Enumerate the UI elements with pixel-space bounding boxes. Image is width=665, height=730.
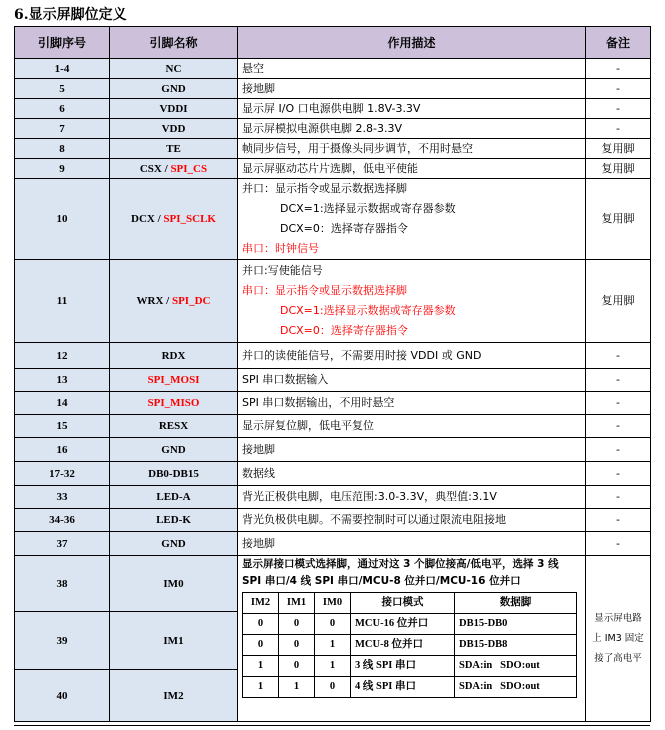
desc-line: DCX=1:选择显示数据或寄存器参数 (280, 304, 456, 317)
table-row (15, 486, 651, 509)
table-row (15, 415, 651, 438)
bottom-rule (14, 725, 650, 726)
pin-name-parallel: WRX (136, 295, 164, 307)
pin-name: SPI_MISO (110, 392, 238, 415)
im-cell: MCU-8 位并口 (351, 635, 455, 656)
pin-definition-table (14, 26, 651, 722)
im-cell: 1 (243, 656, 279, 677)
im-cell: 1 (315, 635, 351, 656)
im-mode-table (242, 592, 577, 698)
pin-number: 40 (15, 670, 110, 722)
desc-line: 并口:写使能信号 (242, 264, 323, 277)
table-row (15, 59, 651, 79)
im-cell: 0 (279, 635, 315, 656)
pin-number: 17-32 (15, 462, 110, 486)
desc-line: DCX=1:选择显示数据或寄存器参数 (280, 202, 456, 215)
im-cell: MCU-16 位并口 (351, 614, 455, 635)
pin-number: 13 (15, 369, 110, 392)
im-cell: SDA:in SDO:out (455, 656, 577, 677)
desc-line: 串口：时钟信号 (242, 242, 319, 255)
table-row (15, 343, 651, 369)
pin-name (110, 260, 238, 343)
pin-number: 5 (15, 79, 110, 99)
table-row (15, 438, 651, 462)
pin-name: LED-K (110, 509, 238, 532)
pin-name-parallel: DCX (131, 213, 155, 225)
pin-name: GND (110, 438, 238, 462)
pin-name: RESX (110, 415, 238, 438)
pin-remark: - (586, 509, 651, 532)
im-cell: 3 线 SPI 串口 (351, 656, 455, 677)
pin-name-spi: SPI_CS (170, 162, 208, 175)
pin-name-separator: / (161, 162, 171, 175)
pin-remark: - (586, 59, 651, 79)
table-row (15, 119, 651, 139)
pin-number: 15 (15, 415, 110, 438)
pin-number: 37 (15, 532, 110, 556)
pin-description: 接地脚 (238, 438, 586, 462)
desc-line: 串口：显示指令或显示数据选择脚 (242, 284, 407, 297)
pin-name-separator: / (163, 295, 172, 307)
table-row (15, 260, 651, 343)
im-table-header (243, 593, 577, 614)
im-header-im1: IM1 (279, 593, 315, 614)
im-table-row (243, 656, 577, 677)
im-mode-text: 显示屏接口模式选择脚，通过对这 3 个脚位接高/低电平，选择 3 线 SPI 串口/4 线 SPI 串口/MCU-8 位并口/MCU-16 位并口 (242, 558, 559, 587)
pin-remark: - (586, 369, 651, 392)
header-pin-number: 引脚序号 (15, 27, 110, 59)
im-description (238, 556, 586, 722)
desc-line: 并口：显示指令或显示数据选择脚 (242, 182, 407, 195)
pin-number: 39 (15, 612, 110, 670)
im-cell: 1 (315, 656, 351, 677)
pin-remark: 复用脚 (586, 159, 651, 179)
table-row (15, 99, 651, 119)
pin-description: SPI 串口数据输出，不用时悬空 (238, 392, 586, 415)
table-row (15, 509, 651, 532)
pin-description: 显示屏复位脚，低电平复位 (238, 415, 586, 438)
table-row (15, 369, 651, 392)
pin-remark: - (586, 532, 651, 556)
im-header-im0: IM0 (315, 593, 351, 614)
im-cell: 4 线 SPI 串口 (351, 677, 455, 698)
pin-number: 12 (15, 343, 110, 369)
im-cell: DB15-DB0 (455, 614, 577, 635)
pin-description: 数据线 (238, 462, 586, 486)
pin-name-parallel: CSX (139, 162, 162, 175)
im-cell: 0 (243, 635, 279, 656)
table-row (15, 179, 651, 260)
pin-number: 10 (15, 179, 110, 260)
pin-name (110, 179, 238, 260)
pin-number: 11 (15, 260, 110, 343)
im-cell: 1 (279, 677, 315, 698)
pin-remark: - (586, 99, 651, 119)
table-row (15, 392, 651, 415)
im-cell: 0 (315, 614, 351, 635)
pin-name-spi: SPI_SCLK (163, 213, 216, 225)
pin-number: 38 (15, 556, 110, 612)
pin-description: 悬空 (238, 59, 586, 79)
pin-remark: - (586, 415, 651, 438)
pin-number: 33 (15, 486, 110, 509)
section-title: 6.显示屏脚位定义 (14, 7, 127, 23)
desc-line: DCX=0：选择寄存器指令 (280, 324, 408, 337)
pin-name-separator: / (154, 213, 164, 225)
im-table-row (243, 635, 577, 656)
pin-name: TE (110, 139, 238, 159)
pin-name: IM0 (110, 556, 238, 612)
table-row (15, 462, 651, 486)
im-cell: 0 (243, 614, 279, 635)
im-cell: 0 (315, 677, 351, 698)
im-table-row (243, 614, 577, 635)
im-cell: SDA:in SDO:out (455, 677, 577, 698)
pin-name: DB0-DB15 (110, 462, 238, 486)
pin-remark: - (586, 119, 651, 139)
header-remark: 备注 (586, 27, 651, 59)
im-table-row (243, 677, 577, 698)
pin-description: 显示屏驱动芯片片选脚，低电平使能 (238, 159, 586, 179)
pin-name: GND (110, 532, 238, 556)
pin-number: 34-36 (15, 509, 110, 532)
pin-description: 显示屏模拟电源供电脚 2.8-3.3V (238, 119, 586, 139)
table-row (15, 79, 651, 99)
pin-remark: - (586, 343, 651, 369)
im-cell: 0 (279, 656, 315, 677)
pin-description: 显示屏 I/O 口电源供电脚 1.8V-3.3V (238, 99, 586, 119)
pin-remark: - (586, 486, 651, 509)
pin-name: NC (110, 59, 238, 79)
table-row (15, 556, 651, 612)
pin-number: 16 (15, 438, 110, 462)
im-cell: 0 (279, 614, 315, 635)
pin-name: IM1 (110, 612, 238, 670)
pin-remark: 复用脚 (586, 179, 651, 260)
im-header-mode: 接口模式 (351, 593, 455, 614)
pin-number: 9 (15, 159, 110, 179)
pin-name: VDD (110, 119, 238, 139)
header-pin-name: 引脚名称 (110, 27, 238, 59)
pin-description (238, 179, 586, 260)
pin-remark: 复用脚 (586, 260, 651, 343)
pin-name: SPI_MOSI (110, 369, 238, 392)
pin-name (110, 159, 238, 179)
pin-description: 接地脚 (238, 79, 586, 99)
pin-name: RDX (110, 343, 238, 369)
pin-remark: - (586, 79, 651, 99)
pin-number: 1-4 (15, 59, 110, 79)
pin-number: 7 (15, 119, 110, 139)
im-header-data-pins: 数据脚 (455, 593, 577, 614)
pin-description: SPI 串口数据输入 (238, 369, 586, 392)
pin-remark: 复用脚 (586, 139, 651, 159)
header-description: 作用描述 (238, 27, 586, 59)
pin-description (238, 260, 586, 343)
pin-number: 14 (15, 392, 110, 415)
pin-name: VDDI (110, 99, 238, 119)
im-cell: DB15-DB8 (455, 635, 577, 656)
pin-description: 背光正极供电脚，电压范围:3.0-3.3V，典型值:3.1V (238, 486, 586, 509)
table-row (15, 532, 651, 556)
pin-name-spi: SPI_DC (171, 295, 211, 307)
pin-name: GND (110, 79, 238, 99)
pin-name: LED-A (110, 486, 238, 509)
pin-remark: - (586, 392, 651, 415)
im-cell: 1 (243, 677, 279, 698)
pin-description: 并口的读使能信号，不需要用时接 VDDI 或 GND (238, 343, 586, 369)
table-header-row (15, 27, 651, 59)
im-remark: 显示屏电路上 IM3 固定接了高电平 (586, 556, 651, 722)
im-header-im2: IM2 (243, 593, 279, 614)
pin-remark: - (586, 462, 651, 486)
pin-number: 6 (15, 99, 110, 119)
pin-description: 帧同步信号，用于摄像头同步调节，不用时悬空 (238, 139, 586, 159)
table-row (15, 139, 651, 159)
desc-line: DCX=0：选择寄存器指令 (280, 222, 408, 235)
pin-name: IM2 (110, 670, 238, 722)
pin-description: 接地脚 (238, 532, 586, 556)
pin-number: 8 (15, 139, 110, 159)
pin-remark: - (586, 438, 651, 462)
table-row (15, 159, 651, 179)
pin-description: 背光负极供电脚。不需要控制时可以通过限流电阻接地 (238, 509, 586, 532)
